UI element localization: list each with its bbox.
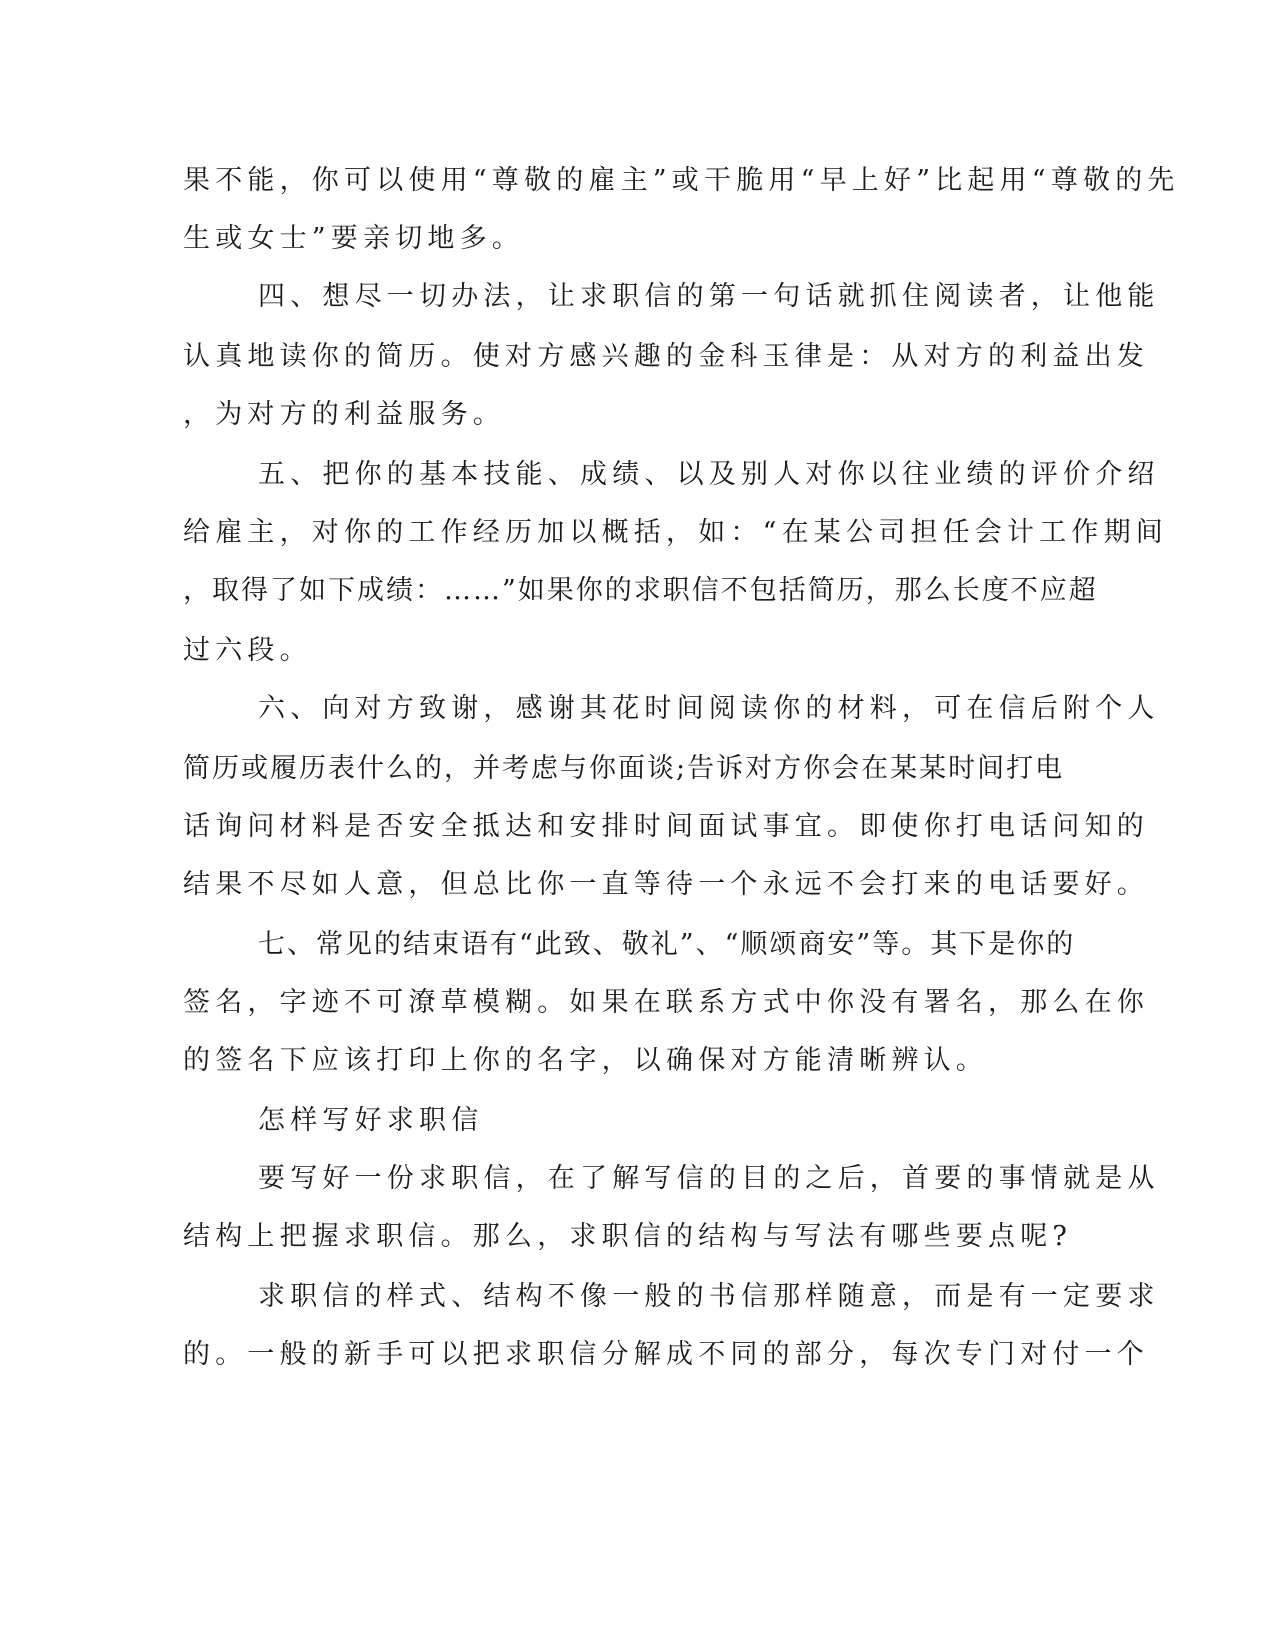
text-line: 过六段。 bbox=[183, 635, 312, 666]
text-line: 果不能，你可以使用“尊敬的雇主”或干脆用“早上好”比起用“尊敬的先 bbox=[183, 165, 1180, 196]
text-line: 签名，字迹不可潦草模糊。如果在联系方式中你没有署名，那么在你 bbox=[183, 987, 1149, 1018]
text-line: 给雇主，对你的工作经历加以概括，如：“在某公司担任会计工作期间 bbox=[183, 517, 1169, 548]
text-line: 的签名下应该打印上你的名字，以确保对方能清晰辨认。 bbox=[183, 1045, 988, 1076]
text-line: ，为对方的利益服务。 bbox=[183, 399, 505, 430]
section-heading: 怎样写好求职信 bbox=[258, 1105, 484, 1136]
paragraph-six-start: 六、向对方致谢，感谢其花时间阅读你的材料，可在信后附个人 bbox=[258, 693, 1160, 724]
text-line: 话询问材料是否安全抵达和安排时间面试事宜。即使你打电话问知的 bbox=[183, 811, 1149, 842]
text-line: 的。一般的新手可以把求职信分解成不同的部分，每次专门对付一个 bbox=[183, 1339, 1149, 1370]
paragraph-five-start: 五、把你的基本技能、成绩、以及别人对你以往业绩的评价介绍 bbox=[258, 459, 1160, 490]
text-line: 简历或履历表什么的，并考虑与你面谈;告诉对方你会在某某时间打电 bbox=[183, 753, 1065, 784]
text-line: 结果不尽如人意，但总比你一直等待一个永远不会打来的电话要好。 bbox=[183, 869, 1149, 900]
paragraph-start: 要写好一份求职信，在了解写信的目的之后，首要的事情就是从 bbox=[258, 1163, 1160, 1194]
paragraph-four-start: 四、想尽一切办法，让求职信的第一句话就抓住阅读者，让他能 bbox=[258, 281, 1160, 312]
paragraph-start: 求职信的样式、结构不像一般的书信那样随意，而是有一定要求 bbox=[258, 1281, 1160, 1312]
text-line: 生或女士”要亲切地多。 bbox=[183, 223, 525, 254]
paragraph-seven-start: 七、常见的结束语有“此致、敬礼”、“顺颂商安”等。其下是你的 bbox=[258, 929, 1076, 960]
text-line: 认真地读你的简历。使对方感兴趣的金科玉律是：从对方的利益出发 bbox=[183, 341, 1149, 372]
text-line: 结构上把握求职信。那么，求职信的结构与写法有哪些要点呢? bbox=[183, 1221, 1073, 1252]
text-line: ，取得了如下成绩：……”如果你的求职信不包括简历，那么长度不应超 bbox=[183, 575, 1098, 606]
